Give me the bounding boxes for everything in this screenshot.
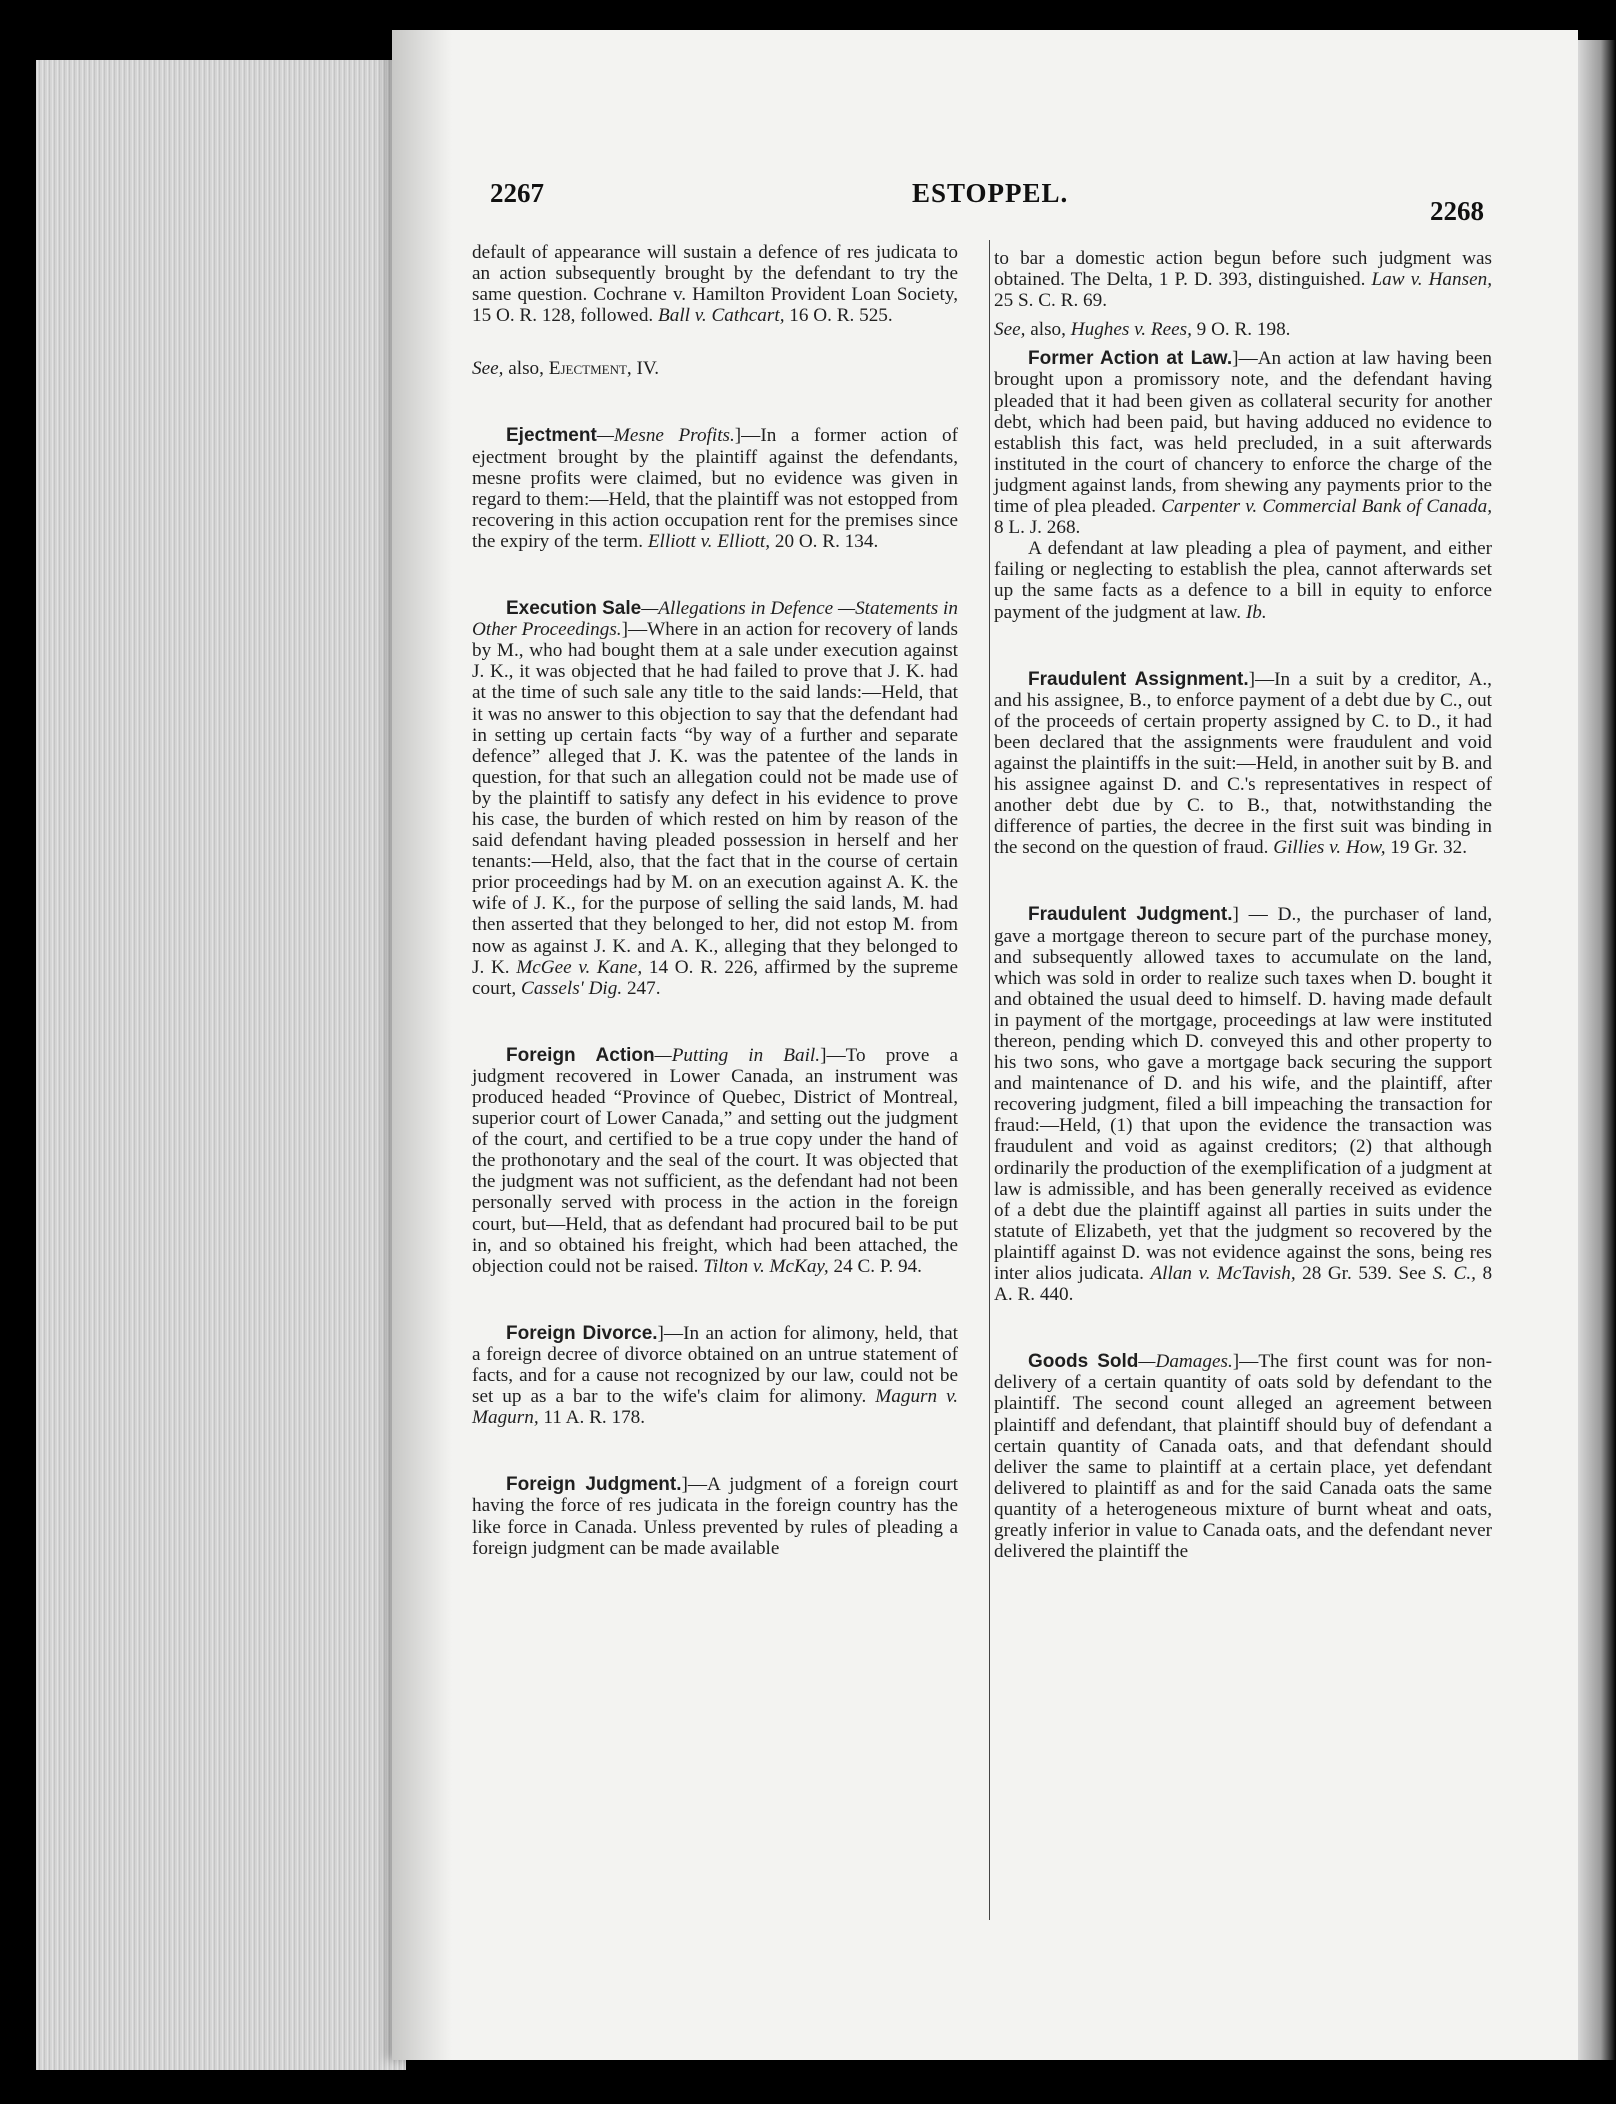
page-number-left: 2267 (490, 178, 544, 208)
entry-foreign-judgment: Foreign Judgment.]—A judgment of a foreign court having the force of res judicata in the foreign country has the like force in Canada. Unless prevented by rules of pleading a foreign judgment can be made available (472, 1474, 959, 1559)
left-column (472, 242, 958, 1559)
right-column (994, 248, 1492, 1562)
entry-heading: Goods Sold (1028, 1351, 1139, 1373)
entry-heading: Former Action at Law. (1028, 348, 1233, 370)
case-citation: Allan v. McTavish, (1150, 1263, 1296, 1285)
case-citation: Gillies v. How, (1273, 837, 1386, 859)
case-citation: Carpenter v. Commercial Bank of Canada, (1161, 496, 1492, 518)
gutter-shadow (392, 30, 452, 2060)
column-divider (989, 240, 990, 1920)
paragraph: to bar a domestic action begun before such judgment was obtained. The Delta, 1 P. D. 393, distinguished. Law v. Hansen, 25 S. C. R. 69. (994, 248, 1492, 312)
case-citation: Tilton v. McKay, (703, 1255, 829, 1277)
case-citation: Ball v. Cathcart, (658, 305, 785, 327)
entry-heading: Ejectment (506, 425, 597, 447)
book-page-edges (36, 60, 406, 2070)
right-page-edge (1578, 40, 1616, 2060)
entry-fraudulent-assignment: Fraudulent Assignment.]—In a suit by a creditor, A., and his assignee, B., to enforce payment of a debt due by C., out of the proceeds of certain property assigned by C. to D., it had been declared that the assignments were fraudulent and void against the plaintiffs in the suit:—Held, in another suit by B. and his assignee against D. and C.'s representatives in respect of another debt due by C. to B., that, notwithstanding the difference of parties, the decree in the first suit was binding in the second on the question of fraud. Gillies v. How, 19 Gr. 32. (994, 668, 1492, 859)
entry-fraudulent-judgment: Fraudulent Judgment.] — D., the purchaser of land, gave a mortgage thereon to secure part of the purchase money, and subsequently allowed taxes to accumulate on the land, which was sold in order to realize such taxes when D. bought it and obtained the usual deed to himself. D. having made default in payment of the mortgage, proceedings at law were instituted thereon, pending which D. conveyed this and other property to his two sons, who gave a mortgage back securing the support and maintenance of D. and his wife, and the plaintiff, after recovering judgment, filed a bill impeaching the transaction for fraud:—Held, (1) that upon the evidence the transaction was fraudulent and void as against creditors; (2) that although ordinarily the production of the exemplification of a judgment at law is admissible, and has been generally received as evidence of a debt due the plaintiff against all parties in suits under the statute of Elizabeth, yet that the judgment so recovered by the plaintiff against D. was not evidence against the sons, being res inter alios judicata. Allan v. McTavish, 28 Gr. 539. See S. C., 8 A. R. 440. (994, 904, 1493, 1306)
case-citation: Law v. Hansen, (1371, 269, 1492, 291)
entry-foreign-divorce: Foreign Divorce.]—In an action for alimony, held, that a foreign decree of divorce obtained on an untrue statement of facts, and for a cause not recognized by our law, could not be set up as a bar to the wife's claim for alimony. Magurn v. Magurn, 11 A. R. 178. (472, 1322, 959, 1429)
entry-execution-sale: Execution Sale—Allegations in Defence —Statements in Other Proceedings.]—Where in an action for recovery of lands by M., who had bought them at a sale under execution against J. K., it was objected that he had failed to prove that J. K. had at the time of such sale any title to the said lands:—Held, that it was no answer to this objection to say that the defendant had in setting up certain facts “by way of a further and separate defence” alleged that J. K. was the patentee of the lands in question, for that such an allegation could not be made use of by the plaintiff to satisfy any defect in his evidence to prove his case, the burden of which rested on him by reason of the said defendant having pleaded possession in herself and her tenants:—Held, also, that the fact that in the course of certain prior proceedings had by M. on an execution against A. K. the wife of J. K., for the purpose of selling the said lands, M. had then asserted that they belonged to her, did not estop M. from now as against J. K. and A. K., alleging that they belonged to J. K. McGee v. Kane, 14 O. R. 226, affirmed by the supreme court, Cassels' Dig. 247. (472, 598, 959, 999)
case-citation: McGee v. Kane, (516, 956, 643, 978)
cross-reference: See, also, Hughes v. Rees, 9 O. R. 198. (994, 319, 1291, 341)
cross-reference: See, also, Ejectment, IV. (472, 358, 660, 380)
case-citation: Elliott v. Elliott, (647, 530, 771, 552)
entry-heading: Foreign Divorce. (506, 1322, 658, 1344)
entry-foreign-action: Foreign Action—Putting in Bail.]—To prove a judgment recovered in Lower Canada, an instrument was produced headed “Province of Quebec, District of Montreal, superior court of Lower Canada,” and setting out the judgment of the court, and certified to be a true copy under the hand of the prothonotary and the seal of the court. It was objected that the judgment was not sufficient, as the defendant had not been personally served with process in the action in the foreign court, but—Held, that as defendant had procured bail to be put in, and so obtained his freight, which had been attached, the objection could not be raised. Tilton v. McKay, 24 C. P. 94. (472, 1044, 958, 1277)
paragraph: A defendant at law pleading a plea of payment, and either failing or neglecting to establish the plea, cannot afterwards set up the same facts as a defence to a bill in equity to enforce payment of the judgment at law. Ib. (994, 538, 1492, 623)
paragraph: default of appearance will sustain a defence of res judicata to an action subsequently brought by the defendant to try the same question. Cochrane v. Hamilton Provident Loan Society, 15 O. R. 128, followed. Ball v. Cathcart, 16 O. R. 525. (472, 242, 958, 327)
page-number-right: 2268 (1430, 196, 1484, 226)
entry-heading: Foreign Judgment. (506, 1474, 682, 1496)
entry-heading: Execution Sale (506, 598, 642, 620)
entry-heading: Foreign Action (506, 1044, 655, 1066)
entry-heading: Fraudulent Assignment. (1028, 668, 1249, 690)
running-title: ESTOPPEL. (912, 178, 1069, 208)
entry-heading: Fraudulent Judgment. (1028, 904, 1233, 926)
entry-goods-sold: Goods Sold—Damages.]—The first count was for non-delivery of a certain quantity of oats sold by defendant to the plaintiff. The second count alleged an agreement between plaintiff and defendant, that plaintiff should buy of defendant a certain quantity of Canada oats, and that defendant should deliver the same to plaintiff at a certain place, yet defendant delivered to plaintiff as and for the said Canada oats the same quantity of a heterogeneous mixture of burnt wheat and oats, greatly inferior in value to Canada oats, and the defendant never delivered the plaintiff the (994, 1351, 1493, 1563)
case-citation: Magurn v. Magurn, (472, 1386, 959, 1429)
entry-former-action: Former Action at Law.]—An action at law having been brought upon a promissory note, and the defendant having pleaded that it had been given as collateral security for another debt, which had been paid, but having adduced no evidence to establish this fact, was held precluded, in a suit afterwards instituted in the court of chancery to enforce the charge of the judgment against lands, from shewing any payments prior to the time of plea pleaded. Carpenter v. Commercial Bank of Canada, 8 L. J. 268. (994, 348, 1493, 539)
entry-ejectment: Ejectment—Mesne Profits.]—In a former action of ejectment brought by the plaintiff against the defendants, mesne profits were claimed, but no evidence was given in regard to them:—Held, that the plaintiff was not estopped from recovering in this action occupation rent for the premises since the expiry of the term. Elliott v. Elliott, 20 O. R. 134. (472, 425, 958, 552)
